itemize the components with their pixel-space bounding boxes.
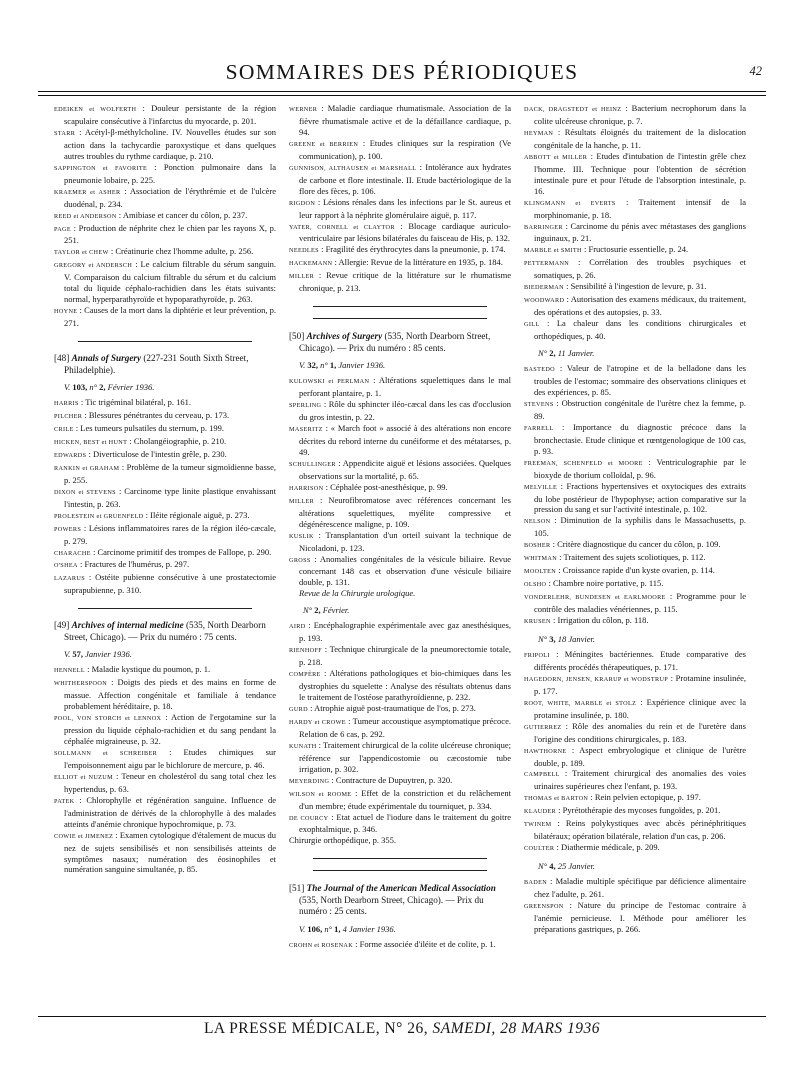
entry-title: Doigts des pieds et des mains en forme de massue. Affection congénitale et familiale à tendance probablement héréditaire, p. 18. (64, 677, 276, 712)
entry-title: Diverticulose de l'intestin grêle, p. 230. (92, 448, 227, 459)
entry-title: Bacterium necrophorum dans la colite ulcéreuse chronique, p. 7. (534, 103, 746, 126)
entry-title: Le calcium filtrable du sérum sanguin. V. Comparaison du calcium filtrable du sérum et du calcium total du liquide céphalo-rachidien dans les états suivants: normal, hyperparathyroïde et hypoparathyroïde, p. 263. (64, 259, 276, 305)
entry-author: WERNER (289, 106, 318, 113)
entry-author: WILSON et ROOME (289, 790, 352, 798)
entry-author: WHITMAN (524, 555, 558, 563)
entry-author: VONDERLEHR, BUNDESEN et EARLMOORE (524, 594, 666, 602)
entry-title: Traitement chirurgical des anomalies des voies urinaires supérieures chez l'enfant, p. 193. (534, 768, 746, 792)
entry-author: CHARACHE (54, 549, 91, 557)
entry-title: Traitement des sujets scoliotiques, p. 112. (563, 552, 706, 563)
entry: HOYNE : Causes de la mort dans la diphtérie et leur prévention, p. 271. (54, 305, 276, 329)
entry-title: Ventriculographie par le bioxyde de thorium colloïdal, p. 96. (534, 456, 746, 480)
issue-line: N° 2, 11 Janvier. (538, 348, 595, 359)
issue-line: N° 3, 18 Janvier. (538, 633, 595, 644)
column-2 (289, 103, 511, 952)
entry: FREEMAN, SCHENFELD et MOORE : Ventriculographie par le bioxyde de thorium colloïdal, p. 96. (524, 456, 746, 480)
volume-line: V. 57, Janvier 1936. (64, 649, 132, 660)
entry-author: KRUSEN (524, 618, 551, 626)
entry-author: SPERLING (289, 402, 322, 410)
entry-author: HACKEMANN (289, 260, 333, 268)
entry: NELSON : Diminution de la syphilis dans le Massachusetts, p. 105. (524, 515, 746, 539)
footer-rule (38, 1016, 766, 1017)
page-header (38, 56, 766, 90)
entry-title: Lésions rénales dans les infections par le St. aureus et leur rapport à la néphrite glomérulaire aiguë, p. 117. (299, 196, 511, 220)
entry: WHITMAN : Traitement des sujets scoliotiques, p. 112. (524, 552, 706, 563)
entry-title: Altérations pathologiques et bio-chimiques dans les dystrophies du squelette : Analyse des résultats obtenus dans le traitement de l'ostéose parathyroïdienne, p. 232. (299, 668, 511, 702)
volume-line: V. 103, n° 2, Février 1936. (64, 382, 155, 393)
entry-author: HAWTHORNE (524, 747, 567, 755)
entry-author: PAGE (54, 225, 71, 233)
separator (313, 318, 487, 319)
entry-author: THOMAS et BARTON (524, 795, 589, 803)
separator (78, 608, 252, 609)
entry: GUNNISON, ALTHAUSEN et MARSHALL : Intolérance aux hydrates de carbone et flore intestinale. II. Etude bactériologique de la flore des fèces, p. 106. (289, 161, 511, 196)
entry: BOSHER : Critère diagnostique du cancer du côlon, p. 109. (524, 539, 721, 550)
entry: CHARACHE : Carcinome primitif des trompes de Fallope, p. 290. (54, 546, 272, 557)
entry: STEVENS : Obstruction congénitale de l'urètre chez la femme, p. 89. (524, 397, 746, 421)
entry-author: PROLESTEIN et GRUENFELD (54, 512, 144, 520)
entry: BARRINGER : Carcinome du pénis avec métastases des ganglions inguinaux, p. 21. (524, 220, 746, 244)
entry-author: SAPPINGTON et FAVORITE (54, 164, 148, 172)
entry-author: HAGEDORN, JENSEN, KRARUP et WODSTRUP (524, 675, 669, 683)
entry-title: Protamine insulinée, p. 177. (534, 672, 746, 696)
entry-author: O'SHEA (54, 562, 78, 570)
entry-title: Fragilité des érythrocytes dans la pneumonie, p. 174. (325, 244, 506, 255)
entry-title: Etudes chimiques sur l'empoisonnement aigu par le bichlorure de mercure, p. 46. (64, 746, 276, 770)
entry-title: Altérations squelettiques dans le mal perforant plantaire, p. 1. (299, 375, 511, 399)
entry-title: Ostéite pubienne consécutive à une prostatectomie suprapubienne, p. 310. (64, 572, 276, 596)
entry: GROSS : Anomalies congénitales de la vésicule biliaire. Revue concernant 148 cas et observation d'une vésicule biliaire double, p. 131. (289, 553, 511, 588)
entry: WHITHERSPOON : Doigts des pieds et des mains en forme de massue. Affection congénitale et familiale à tendance probablement héréditaire, p. 18. (54, 677, 276, 712)
entry-title: Pyrétothérapie des mycoses fungoïdes, p. 201. (562, 805, 721, 816)
entry: FRIPOLI : Méningites bactériennes. Etude comparative des différents procédés thérapeutiques, p. 171. (524, 648, 746, 672)
entry: MELVILLE : Fractions hypertensives et oxytociques des extraits du lobe postérieur de l'hypophyse; action comparative sur la pression du sang et sur l'activité intestinale, p. 102. (524, 480, 746, 515)
entry: CRILE : Les tumeurs pulsatiles du sternum, p. 199. (54, 422, 225, 433)
entry-title: Carcinome type linite plastique envahissant l'intestin, p. 263. (64, 485, 276, 509)
entry: CAMPBELL : Traitement chirurgical des anomalies des voies urinaires supérieures chez l'enfant, p. 193. (524, 768, 746, 792)
entry-title: Etudes cliniques sur la respiration (Ve communication), p. 100. (299, 137, 511, 161)
entry-author: KUNATH (289, 742, 317, 750)
entry: HARRIS : Tic trigéminal bilatéral, p. 161. (54, 397, 191, 408)
entry-title: Maladie kystique du poumon, p. 1. (91, 664, 211, 675)
entry-title: Blessures pénétrantes du cerveau, p. 173. (88, 410, 230, 421)
entry: EDWARDS : Diverticulose de l'intestin grêle, p. 230. (54, 448, 227, 459)
entry: BASTEDO : Valeur de l'atropine et de la belladone dans les troubles de l'estomac; sommaire des observations cliniques et des expériences, p. 85. (524, 363, 746, 397)
entry-author: WOODWARD (524, 297, 565, 305)
entry-title: Examen cytologique d'étalement de mucus du nez de sujets sensibilisés et non sensibilisés atteints de symptômes nasaux; numération des éosinophiles et numération sanguine simultanée, p. 85. (64, 829, 276, 875)
entry-author: MILLER (289, 273, 315, 281)
entry-author: YATER, CORNELL et CLAYTOR (289, 223, 395, 231)
entry-author: PATEK (54, 797, 75, 805)
entry-author: MOOLTEN (524, 568, 557, 576)
entry-author: NEEDLES (289, 247, 319, 255)
entry-author: REED et ANDERSON (54, 212, 117, 220)
entry-author: ROOT, WHITE, MARBLE et STOLZ (524, 699, 637, 707)
entry: ELLIOT et NUZUM : Teneur en cholestérol du sang total chez les hypertendus, p. 63. (54, 770, 276, 794)
entry: VONDERLEHR, BUNDESEN et EARLMOORE : Programme pour le contrôle des maladies vénériennes, p. 115. (524, 591, 746, 615)
entry: ROOT, WHITE, MARBLE et STOLZ : Expérience clinique avec la protamine insulinée, p. 180. (524, 696, 746, 720)
entry: CROHN et ROSENAK : Forme associée d'iléite et de colite, p. 1. (289, 938, 496, 949)
section-subtitle: Revue de la Chirurgie urologique. (299, 588, 416, 599)
issue-line: N° 2, Février. (303, 605, 350, 616)
entry: ABBOTT et MILLER : Etudes d'intubation de l'intestin grêle chez l'homme. III. Technique pour l'obtention de sécrétion intestinale pure et pour l'étude de l'absorption intestinale, p. 16. (524, 150, 746, 196)
entry-author: FRIPOLI (524, 651, 550, 659)
entry-author: STEVENS (524, 400, 554, 408)
entry: COWIE et JIMENEZ : Examen cytologique d'étalement de mucus du nez de sujets sensibilisés et non sensibilisés atteints de symptômes nasaux; numération des éosinophiles et numération sanguine simultanée, p. 85. (54, 829, 276, 875)
entry-author: EDWARDS (54, 451, 87, 459)
entry-title: Valeur de l'atropine et de la belladone dans les troubles de l'estomac; sommaire des observations cliniques et des expériences, p. 85. (534, 363, 746, 397)
entry-author: DACK, DRAGSTEDT et HEINZ (524, 106, 622, 113)
entry: WOODWARD : Autorisation des examens médicaux, du traitement, des opérations et des autopsies, p. 33. (524, 294, 746, 318)
page-title: SOMMAIRES DES PÉRIODIQUES (225, 60, 579, 84)
entry-title: Etat actuel de l'iodure dans le traitement du goitre exophtalmique, p. 346. (299, 811, 511, 835)
entry: GUTIERREZ : Rôle des anomalies du rein et de l'uretère dans l'origine des conditions chirurgicales, p. 183. (524, 720, 746, 744)
entry-author: LAZARUS (54, 575, 85, 583)
entry-title: Acétyl-β-méthylcholine. IV. Nouvelles études sur son action dans la tachycardie paroxystique et dans quelques autres troubles du rythme cardiaque, p. 210. (64, 126, 276, 161)
entry-author: TAYLOR et CHEW (54, 249, 109, 257)
entry: TWINEM : Reins polykystiques avec abcès périnéphritiques bilatéraux; opération bilatérale, relation d'un cas, p. 206. (524, 818, 746, 842)
entry-author: PETTERMANN (524, 260, 570, 268)
entry-title: Etudes d'intubation de l'intestin grêle chez l'homme. III. Technique pour l'obtention de sécrétion intestinale pure et pour l'étude de l'absorption intestinale, p. 16. (534, 150, 746, 196)
separator (313, 870, 487, 871)
journal-heading: [51] The Journal of the American Medical Association (535, North Dearborn Street, Chicago). — Prix du numéro : 25 cents. (289, 883, 496, 917)
entry-title: Allergie: Revue de la littérature en 1935, p. 184. (338, 257, 503, 268)
entry-author: GROSS (289, 556, 311, 564)
entry-title: Fractures de l'humérus, p. 297. (84, 559, 190, 570)
entry: KUSLIK : Transplantation d'un orteil suivant la technique de Nicoladoni, p. 123. (289, 529, 511, 553)
entry-author: COWIE et JIMENEZ (54, 832, 114, 840)
entry-author: RIGDON (289, 199, 316, 207)
entry-title: Sensibilité à l'ingestion de levure, p. 31. (570, 281, 707, 292)
entry-author: HENNELL (54, 667, 85, 675)
entry-author: PILCHER (54, 413, 83, 421)
volume-line: V. 32, n° 1, Janvier 1936. (299, 360, 386, 371)
entry-title: Technique chirurgicale de la pneumorectomie totale, p. 218. (299, 644, 511, 668)
entry-title: Traitement intensif de la morphinomanie, p. 18. (534, 196, 746, 220)
volume-line: V. 106, n° 1, 4 Janvier 1936. (299, 923, 396, 934)
entry: FARRELL : Importance du diagnostic précoce dans la bronchectasie. Etude clinique et rœntgenologique de 100 cas, p. 93. (524, 421, 746, 456)
entry: DACK, DRAGSTEDT et HEINZ : Bacterium necrophorum dans la colite ulcéreuse chronique, p. 7. (524, 103, 746, 126)
entry: DE COURCY : Etat actuel de l'iodure dans le traitement du goitre exophtalmique, p. 346. (289, 811, 511, 835)
entry-author: WHITHERSPOON (54, 680, 108, 688)
entry-author: TWINEM (524, 821, 552, 829)
entry-author: OLSHO (524, 581, 547, 589)
entry-title: Diminution de la syphilis dans le Massachusetts, p. 105. (534, 515, 746, 539)
entry-title: Créatinurie chez l'homme adulte, p. 256. (115, 246, 254, 257)
entry-title: Chlorophylle et régénération sanguine. Influence de l'administration de dérivés de la chlorophylle à des malades atteints d'anémie chronique hypochromique, p. 73. (64, 794, 276, 829)
entry-author: GUTIERREZ (524, 723, 562, 731)
entry-title: Amibiase et cancer du côlon, p. 237. (122, 209, 248, 220)
entry: HICKEN, BEST et HUNT : Cholangéiographie, p. 210. (54, 435, 227, 446)
entry-title: Irrigation du côlon, p. 118. (557, 615, 649, 626)
entry-author: MARBLE et SMITH (524, 247, 582, 255)
column-3 (524, 103, 746, 935)
entry-author: MEYERDING (289, 777, 330, 785)
entry: KRUSEN : Irrigation du côlon, p. 118. (524, 615, 649, 626)
entry-title: Autorisation des examens médicaux, du traitement, des opérations et des autopsies, p. 33. (534, 294, 746, 318)
entry-title: Production de néphrite chez le chien par les rayons X, p. 251. (64, 222, 276, 246)
entry: KULOWSKI et PERLMAN : Altérations squelettiques dans le mal perforant plantaire, p. 1. (289, 375, 511, 399)
entry-title: Maladie multiple spécifique par déficience alimentaire chez l'adulte, p. 261. (534, 876, 746, 900)
entry: KLINGMANN et EVERTS : Traitement intensif de la morphinomanie, p. 18. (524, 196, 746, 220)
entry-author: GUNNISON, ALTHAUSEN et MARSHALL (289, 164, 417, 172)
entry: MARBLE et SMITH : Fructosurie essentielle, p. 24. (524, 244, 689, 255)
entry-title: Expérience clinique avec la protamine insulinée, p. 180. (534, 696, 746, 720)
entry-title: Céphalée post-anesthésique, p. 99. (330, 481, 448, 492)
entry-author: COULTER (524, 845, 555, 853)
journal-heading: [49] Archives of internal medicine (535, North Dearborn Street, Chicago). — Prix du numéro : 75 cents. (54, 620, 266, 642)
entry-title: Croissance rapide d'un kyste ovarien, p. 114. (562, 565, 715, 576)
entry-title: Transplantation d'un orteil suivant la technique de Nicoladoni, p. 123. (299, 529, 511, 553)
entry-author: CRILE (54, 425, 74, 433)
entry-title: Tic trigéminal bilatéral, p. 161. (85, 397, 191, 408)
page-number: 42 (749, 64, 762, 78)
entry-author: RANKIN et GRAHAM (54, 464, 120, 472)
entry: SPERLING : Rôle du sphincter iléo-cæcal dans les cas d'occlusion du gros intestin, p. 22. (289, 399, 511, 423)
entry: RIENHOFF : Technique chirurgicale de la pneumorectomie totale, p. 218. (289, 644, 511, 668)
entry-author: KULOWSKI et PERLMAN (289, 378, 370, 386)
entry: HEYMAN : Résultats éloignés du traitement de la dislocation congénitale de la hanche, p. 11. (524, 126, 746, 150)
column-1 (54, 103, 276, 875)
entry-title: Rôle du sphincter iléo-cæcal dans les cas d'occlusion du gros intestin, p. 22. (299, 399, 511, 423)
entry-author: ABBOTT et MILLER (524, 153, 588, 161)
entry: GREGORY et ANDERSCH : Le calcium filtrable du sérum sanguin. V. Comparaison du calcium filtrable du sérum et du calcium total du liquide céphalo-rachidien dans les états suivants: normal, hyperparathyroïde et hypoparathyroïde, p. 263. (54, 259, 276, 305)
entry-title: Résultats éloignés du traitement de la dislocation congénitale de la hanche, p. 11. (534, 126, 746, 150)
separator (313, 306, 487, 307)
entry-author: KUSLIK (289, 532, 314, 540)
entry: Chirurgie orthopédique, p. 355. (289, 835, 397, 846)
entry-title: Douleur persistante de la région scapulaire consécutive à l'infarctus du myocarde, p. 201. (64, 103, 276, 126)
entry: HENNELL : Maladie kystique du poumon, p. 1. (54, 664, 211, 675)
entry-author: POOL, VON STORCH et LENNOX (54, 715, 162, 723)
entry: KUNATH : Traitement chirurgical de la colite ulcéreuse chronique; référence sur l'appendicostomie ou cæcostomie tube irrigation, p. 302. (289, 739, 511, 774)
entry-title: Corrélation des troubles psychiques et somatiques, p. 26. (534, 257, 746, 281)
separator (78, 341, 252, 342)
entry-author: BASTEDO (524, 366, 555, 374)
entry: PATEK : Chlorophylle et régénération sanguine. Influence de l'administration de dérivés de la chlorophylle à des malades atteints d'anémie chronique hypochromique, p. 73. (54, 794, 276, 829)
entry: BADEN : Maladie multiple spécifique par déficience alimentaire chez l'adulte, p. 261. (524, 876, 746, 900)
entry-author: STARR (54, 129, 76, 137)
entry-title: Neurofibromatose avec références concernant les altérations squelettiques, myélite compressive et dégénérescence maligne, p. 109. (299, 494, 511, 529)
entry-title: Diathermie médicale, p. 209. (561, 842, 660, 853)
entry-title: Teneur en cholestérol du sang total chez les hypertendus, p. 63. (64, 770, 276, 794)
entry-title: Tumeur accoustique asymptomatique précoce. Relation de 6 cas, p. 292. (299, 715, 511, 739)
entry: DIXON et STEVENS : Carcinome type linite plastique envahissant l'intestin, p. 263. (54, 485, 276, 509)
entry-title: Encéphalographie expérimentale avec gaz anesthésiques, p. 193. (299, 620, 511, 644)
entry-author: GREENE et BERRIEN (289, 140, 359, 148)
entry: GURD : Atrophie aiguë post-traumatique de l'os, p. 273. (289, 702, 476, 713)
entry-author: BARRINGER (524, 223, 563, 231)
entry-author: HICKEN, BEST et HUNT (54, 438, 128, 446)
page-footer (38, 1020, 766, 1046)
entry-author: MILLER (289, 497, 315, 505)
entry-author: KLAUDER (524, 808, 557, 816)
entry-author: BIEDERMAN (524, 284, 564, 292)
entry-title: Problème de la tumeur sigmoïdienne basse, p. 255. (64, 461, 276, 485)
entry: KLAUDER : Pyrétothérapie des mycoses fungoïdes, p. 201. (524, 805, 721, 816)
entry: KRAEMER et ASHER : Association de l'érythrémie et de l'ulcère duodénal, p. 234. (54, 185, 276, 209)
entry-author: HARRISON (289, 484, 324, 492)
entry-title: Causes de la mort dans la diphtérie et leur prévention, p. 271. (64, 305, 276, 329)
entry: SCHULLINGER : Appendicite aiguë et lésions associées. Quelques observations sur la mortalité, p. 65. (289, 457, 511, 481)
entry: GREENE et BERRIEN : Etudes cliniques sur la respiration (Ve communication), p. 100. (289, 137, 511, 161)
entry-author: EDEIKEN et WOLFERTH (54, 106, 137, 113)
entry-author: HARRIS (54, 400, 79, 408)
entry: RANKIN et GRAHAM : Problème de la tumeur sigmoïdienne basse, p. 255. (54, 461, 276, 485)
entry-author: RIENHOFF (289, 647, 323, 655)
journal-heading: [48] Annals of Surgery (227-231 South Sixth Street, Philadelphie). (54, 353, 249, 375)
entry-title: Appendicite aiguë et lésions associées. Quelques observations sur la mortalité, p. 65. (299, 457, 511, 481)
entry-author: BADEN (524, 879, 548, 887)
entry: PILCHER : Blessures pénétrantes du cerveau, p. 173. (54, 410, 230, 421)
entry-author: ELLIOT et NUZUM (54, 773, 113, 781)
entry-title: Rein pelvien ectopique, p. 197. (594, 792, 701, 803)
entry-title: Intolérance aux hydrates de carbone et flore intestinale. II. Etude bactériologique de la flore des fèces, p. 106. (299, 161, 511, 196)
entry-title: Atrophie aiguë post-traumatique de l'os, p. 273. (314, 702, 476, 713)
entry-author: SOLLMANN et SCHREIBER (54, 749, 158, 757)
entry: MEYERDING : Contracture de Dupuytren, p. 320. (289, 774, 453, 785)
entry-title: Revue critique de la littérature sur le rhumatisme chronique, p. 213. (299, 270, 511, 294)
header-rule-thin (38, 95, 766, 96)
entry-title: Obstruction congénitale de l'urètre chez la femme, p. 89. (534, 397, 746, 421)
entry-author: COMPÈRE (289, 671, 321, 679)
entry: GILL : La chaleur dans les conditions chirurgicales et orthopédiques, p. 40. (524, 318, 746, 342)
entry: WERNER : Maladie cardiaque rhumatismale. Association de la fièvre rhumatismale active et de la défaillance cardiaque, p. 94. (289, 103, 511, 137)
entry-author: FARRELL (524, 424, 554, 432)
entry: OLSHO : Chambre noire portative, p. 115. (524, 578, 664, 589)
header-rule (38, 91, 766, 92)
entry-title: La chaleur dans les conditions chirurgicales et orthopédiques, p. 40. (534, 318, 746, 342)
entry-author: GREGORY et ANDERSCH (54, 262, 133, 270)
entry: STARR : Acétyl-β-méthylcholine. IV. Nouvelles études sur son action dans la tachycardie paroxystique et dans quelques autres troubles du rythme cardiaque, p. 210. (54, 126, 276, 161)
entry-title: Effet de la constriction et du relâchement d'un membre; étude expérimentale du tourniquet, p. 334. (299, 787, 511, 811)
entry: WILSON et ROOME : Effet de la constriction et du relâchement d'un membre; étude expérimentale du tourniquet, p. 334. (289, 787, 511, 811)
entry-title: Aspect embryologique et clinique de l'urètre double, p. 189. (534, 744, 746, 768)
entry-title: Iléite régionale aiguë, p. 273. (150, 509, 250, 520)
entry: PAGE : Production de néphrite chez le chien par les rayons X, p. 251. (54, 222, 276, 246)
entry-title: Blocage cardiaque auriculo-ventriculaire par lésions bilatérales du faisceau de His, p. 132. (299, 220, 511, 244)
entry-author: NELSON (524, 518, 551, 526)
entry-title: Fructosurie essentielle, p. 24. (588, 244, 689, 255)
entry: MILLER : Revue critique de la littérature sur le rhumatisme chronique, p. 213. (289, 270, 511, 294)
entry-author: HEYMAN (524, 129, 554, 137)
entry-title: Lésions inflammatoires rares de la région iléo-cæcale, p. 279. (64, 522, 276, 546)
entry-title: Chambre noire portative, p. 115. (553, 578, 664, 589)
journal-heading: [50] Archives of Surgery (535, North Dearborn Street, Chicago). — Prix du numéro : 85 cents. (289, 331, 491, 353)
entry: POOL, VON STORCH et LENNOX : Action de l'ergotamine sur la pression du liquide céphalo-rachidien et du sang pendant la céphalée migraineuse, p. 32. (54, 712, 277, 746)
entry-title: Contracture de Dupuytren, p. 320. (335, 774, 453, 785)
entry: HAGEDORN, JENSEN, KRARUP et WODSTRUP : Protamine insulinée, p. 177. (524, 672, 746, 696)
separator (313, 858, 487, 859)
entry-title: Carcinome primitif des trompes de Fallope, p. 290. (97, 546, 272, 557)
entry: HAWTHORNE : Aspect embryologique et clinique de l'urètre double, p. 189. (524, 744, 746, 768)
entry-author: GILL (524, 321, 540, 329)
entry: AIRD : Encéphalographie expérimentale avec gaz anesthésiques, p. 193. (289, 620, 511, 644)
entry-title: Reins polykystiques avec abcès périnéphritiques bilatéraux; opération bilatérale, relation d'un cas, p. 206. (534, 818, 746, 842)
entry: COMPÈRE : Altérations pathologiques et bio-chimiques dans les dystrophies du squelette : Analyse des résultats obtenus dans le traitement de l'ostéose parathyroïdienne, p. 232. (289, 668, 511, 702)
entry: MILLER : Neurofibromatose avec références concernant les altérations squelettiques, myélite compressive et dégénérescence maligne, p. 109. (289, 494, 511, 529)
entry-title: Traitement chirurgical de la colite ulcéreuse chronique; référence sur l'appendicostomie ou cæcostomie tube irrigation, p. 302. (299, 739, 511, 774)
entry: REED et ANDERSON : Amibiase et cancer du côlon, p. 237. (54, 209, 248, 220)
entry-author: GURD (289, 705, 308, 713)
entry-title: Association de l'érythrémie et de l'ulcère duodénal, p. 234. (64, 185, 276, 209)
entry: SAPPINGTON et FAVORITE : Ponction pulmonaire dans la pneumonie lobaire, p. 225. (54, 161, 276, 185)
entry: NEEDLES : Fragilité des érythrocytes dans la pneumonie, p. 174. (289, 244, 506, 255)
entry-title: « March foot » associé à des altérations non encore décrites du rebord interne du cunéiforme et des métatarses, p. 49. (299, 423, 511, 457)
entry-author: MASERITZ (289, 426, 323, 434)
entry-title: Nature du principe de l'estomac contraire à l'anémie pernicieuse. I. Méthode pour améliorer les préparations gastriques, p. 266. (534, 900, 746, 934)
entry-title: Anomalies congénitales de la vésicule biliaire. Revue concernant 148 cas et observation d'une vésicule biliaire double, p. 131. (299, 553, 511, 588)
entry: BIEDERMAN : Sensibilité à l'ingestion de levure, p. 31. (524, 281, 707, 292)
entry-author: MELVILLE (524, 483, 558, 491)
entry: MASERITZ : « March foot » associé à des altérations non encore décrites du rebord interne du cunéiforme et des métatarses, p. 49. (289, 423, 511, 457)
entry-author: GREENSPON (524, 903, 564, 910)
entry: PROLESTEIN et GRUENFELD : Iléite régionale aiguë, p. 273. (54, 509, 250, 520)
entry-title: Ponction pulmonaire dans la pneumonie lobaire, p. 225. (64, 161, 276, 185)
entry: SOLLMANN et SCHREIBER : Etudes chimiques sur l'empoisonnement aigu par le bichlorure de mercure, p. 46. (54, 746, 276, 770)
entry: HARRISON : Céphalée post-anesthésique, p. 99. (289, 481, 448, 492)
entry-author: POWERS (54, 525, 82, 533)
entry: MOOLTEN : Croissance rapide d'un kyste ovarien, p. 114. (524, 565, 715, 576)
entry-title: Action de l'ergotamine sur la pression du liquide céphalo-rachidien et du sang pendant la céphalée migraineuse, p. 32. (64, 712, 277, 746)
entry-title: Forme associée d'iléite et de colite, p. 1. (359, 938, 496, 949)
entry-title: Fractions hypertensives et oxytociques des extraits du lobe postérieur de l'hypophyse; action comparative sur la pression du sang et sur l'activité intestinale, p. 102. (534, 480, 746, 515)
entry-author: KRAEMER et ASHER (54, 188, 121, 196)
issue-line: N° 4, 25 Janvier. (538, 861, 595, 872)
entry-title: Les tumeurs pulsatiles du sternum, p. 199. (80, 422, 225, 433)
entry-title: Méningites bactériennes. Etude comparative des différents procédés thérapeutiques, p. 171. (534, 648, 746, 672)
entry-title: Carcinome du pénis avec métastases des ganglions inguinaux, p. 21. (534, 220, 746, 244)
entry-title: Programme pour le contrôle des maladies vénériennes, p. 115. (534, 591, 746, 615)
entry-author: HARDY et CROWE (289, 718, 346, 726)
entry: THOMAS et BARTON : Rein pelvien ectopique, p. 197. (524, 792, 701, 803)
entry-author: AIRD (289, 623, 306, 631)
entry-author: BOSHER (524, 542, 551, 550)
entry: POWERS : Lésions inflammatoires rares de la région iléo-cæcale, p. 279. (54, 522, 276, 546)
entry: COULTER : Diathermie médicale, p. 209. (524, 842, 660, 853)
entry-author: KLINGMANN et EVERTS (524, 199, 616, 207)
entry: O'SHEA : Fractures de l'humérus, p. 297. (54, 559, 190, 570)
entry: HARDY et CROWE : Tumeur accoustique asymptomatique précoce. Relation de 6 cas, p. 292. (289, 715, 511, 739)
entry-author: FREEMAN, SCHENFELD et MOORE (524, 459, 643, 467)
entry: YATER, CORNELL et CLAYTOR : Blocage cardiaque auriculo-ventriculaire par lésions bilatérales du faisceau de His, p. 132. (289, 220, 511, 244)
entry-title: Critère diagnostique du cancer du côlon, p. 109. (557, 539, 721, 550)
entry-title: Cholangéiographie, p. 210. (133, 435, 227, 446)
entry-title: Maladie cardiaque rhumatismale. Association de la fièvre rhumatismale active et de la défaillance cardiaque, p. 94. (299, 103, 511, 137)
entry-author: DE COURCY (289, 814, 329, 822)
footer-text: LA PRESSE MÉDICALE, N° 26, SAMEDI, 28 MARS 1936 (203, 1020, 601, 1037)
entry-title: Rôle des anomalies du rein et de l'uretère dans l'origine des conditions chirurgicales, p. 183. (534, 720, 746, 744)
entry-author: SCHULLINGER (289, 460, 336, 468)
entry: TAYLOR et CHEW : Créatinurie chez l'homme adulte, p. 256. (54, 246, 254, 257)
entry: EDEIKEN et WOLFERTH : Douleur persistante de la région scapulaire consécutive à l'infarctus du myocarde, p. 201. (54, 103, 276, 126)
entry: PETTERMANN : Corrélation des troubles psychiques et somatiques, p. 26. (524, 257, 746, 281)
entry: RIGDON : Lésions rénales dans les infections par le St. aureus et leur rapport à la néphrite glomérulaire aiguë, p. 117. (289, 196, 511, 220)
entry: HACKEMANN : Allergie: Revue de la littérature en 1935, p. 184. (289, 257, 503, 268)
entry-author: DIXON et STEVENS (54, 488, 116, 496)
entry-author: CAMPBELL (524, 771, 560, 779)
entry-author: HOYNE (54, 308, 78, 316)
entry: GREENSPON : Nature du principe de l'estomac contraire à l'anémie pernicieuse. I. Méthode pour améliorer les préparations gastriques, p. 266. (524, 900, 746, 934)
entry-author: CROHN et ROSENAK (289, 941, 354, 949)
entry: LAZARUS : Ostéite pubienne consécutive à une prostatectomie suprapubienne, p. 310. (54, 572, 276, 596)
entry-title: Importance du diagnostic précoce dans la bronchectasie. Etude clinique et rœntgenologique de 100 cas, p. 93. (534, 421, 746, 456)
